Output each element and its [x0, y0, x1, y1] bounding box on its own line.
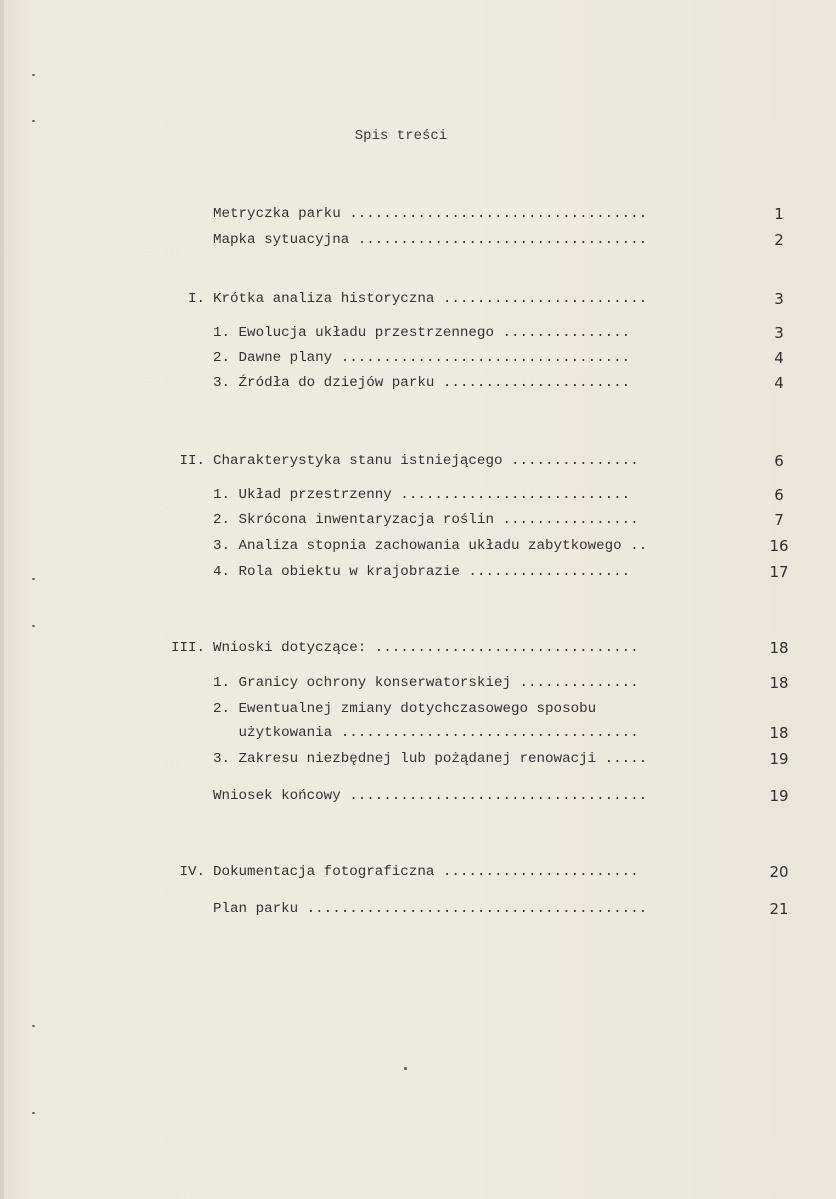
toc-entry-page: 21 — [769, 900, 789, 918]
toc-entry-page: 3 — [774, 290, 784, 308]
toc-entry-page: 19 — [769, 787, 789, 805]
toc-entry-text: 4. Rola obiektu w krajobrazie ................... — [213, 564, 631, 580]
toc-section-heading — [0, 861, 802, 883]
toc-entry — [0, 535, 802, 557]
toc-entry-text: 2. Skrócona inwentaryzacja roślin ................ — [213, 512, 639, 528]
toc-entry — [0, 509, 802, 531]
toc-entry — [0, 698, 802, 720]
toc-entry-text: 2. Ewentualnej zmiany dotychczasowego sposobu — [213, 701, 597, 717]
toc-entry-text: Wnioski dotyczące: ............................... — [213, 640, 639, 656]
toc-entry — [0, 748, 802, 770]
section-numeral: I. — [187, 291, 205, 307]
toc-entry-text: 3. Analiza stopnia zachowania układu zabytkowego .. — [213, 538, 648, 554]
toc-section-heading — [0, 288, 802, 310]
toc-section-heading — [0, 450, 802, 472]
page-title: Spis treści — [354, 128, 448, 144]
toc-entry-page: 6 — [774, 486, 784, 504]
toc-entry-text: Krótka analiza historyczna ........................ — [213, 291, 648, 307]
page-speck — [404, 1067, 407, 1070]
toc-entry — [0, 372, 802, 394]
margin-speck — [32, 625, 35, 627]
toc-section-heading — [0, 637, 802, 659]
toc-entry-page: 3 — [774, 324, 784, 342]
margin-speck — [32, 1025, 35, 1027]
toc-entry-text: Mapka sytuacyjna .................................. — [213, 232, 648, 248]
toc-entry-page: 17 — [769, 563, 789, 581]
toc-entry-text: użytkowania ................................... — [213, 725, 639, 741]
toc-entry — [0, 229, 802, 251]
toc-entry — [0, 785, 802, 807]
toc-entry-page: 2 — [774, 231, 784, 249]
toc-entry-page: 4 — [774, 374, 784, 392]
section-numeral: II. — [179, 453, 205, 469]
toc-entry-page: 1 — [774, 205, 784, 223]
toc-entry-text: Dokumentacja fotograficzna ....................... — [213, 864, 639, 880]
toc-entry — [0, 322, 802, 344]
toc-entry-text: 1. Granicy ochrony konserwatorskiej .............. — [213, 675, 639, 691]
toc-entry-text: 3. Źródła do dziejów parku ...................... — [213, 375, 631, 391]
toc-entry-page: 19 — [769, 750, 789, 768]
toc-entry — [0, 722, 802, 744]
toc-entry-text: Charakterystyka stanu istniejącego ............... — [213, 453, 639, 469]
toc-entry-text: 3. Zakresu niezbędnej lub pożądanej renowacji ..... — [213, 751, 648, 767]
toc-entry-page: 20 — [769, 863, 789, 881]
toc-entry-text: 2. Dawne plany .................................. — [213, 350, 631, 366]
toc-entry — [0, 203, 802, 225]
toc-entry-text: 1. Ewolucja układu przestrzennego ............... — [213, 325, 631, 341]
toc-entry-text: 1. Układ przestrzenny ........................... — [213, 487, 631, 503]
toc-entry — [0, 347, 802, 369]
section-numeral: III. — [170, 640, 205, 656]
toc-entry-page: 18 — [769, 674, 789, 692]
toc-entry-page: 18 — [769, 724, 789, 742]
toc-entry-text: Metryczka parku ................................... — [213, 206, 648, 222]
toc-entry — [0, 484, 802, 506]
toc-entry-page: 16 — [769, 537, 789, 555]
toc-entry-page: 18 — [769, 639, 789, 657]
toc-entry-text: Plan parku ........................................ — [213, 901, 648, 917]
toc-entry-text: Wniosek końcowy ................................... — [213, 788, 648, 804]
margin-speck — [32, 120, 35, 122]
toc-entry-page: 4 — [774, 349, 784, 367]
toc-entry-page: 6 — [774, 452, 784, 470]
toc-entry-page: 7 — [774, 511, 784, 529]
toc-entry — [0, 898, 802, 920]
toc-entry — [0, 561, 802, 583]
toc-entry — [0, 672, 802, 694]
margin-speck — [32, 74, 35, 76]
margin-speck — [32, 1112, 35, 1114]
binding-edge — [0, 0, 4, 1199]
section-numeral: IV. — [179, 864, 205, 880]
